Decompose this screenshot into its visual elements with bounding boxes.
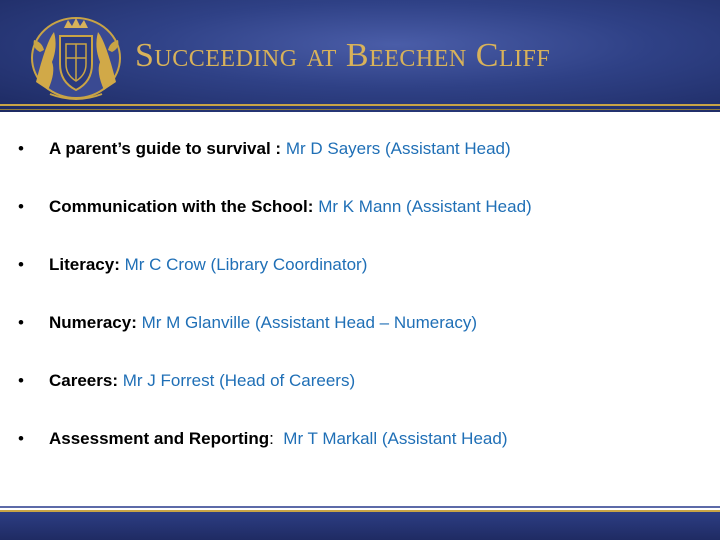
presenter-name: Mr M Glanville (Assistant Head – Numeracy) bbox=[141, 313, 477, 332]
topic-label: Literacy: bbox=[49, 255, 120, 274]
presenter-name: Mr J Forrest (Head of Careers) bbox=[122, 371, 356, 390]
topic-label: Assessment and Reporting bbox=[49, 429, 270, 448]
list-item bbox=[18, 254, 708, 312]
list-item bbox=[18, 138, 708, 196]
presenter-name: Mr D Sayers (Assistant Head) bbox=[285, 139, 511, 158]
bullet-marker: • bbox=[18, 139, 24, 158]
bullet-marker: • bbox=[18, 255, 24, 274]
school-crest-icon bbox=[26, 12, 126, 104]
topic-label: Careers: bbox=[49, 371, 118, 390]
slide-footer bbox=[0, 510, 720, 540]
list-item bbox=[18, 196, 708, 254]
list-item bbox=[18, 312, 708, 370]
header-gold-rule bbox=[0, 104, 720, 106]
bullet-marker: • bbox=[18, 313, 24, 332]
list-item bbox=[18, 428, 708, 486]
topic-label: Numeracy: bbox=[49, 313, 137, 332]
bullet-marker: • bbox=[18, 371, 24, 390]
footer-gold-rule bbox=[0, 510, 720, 512]
bullet-marker: • bbox=[18, 429, 24, 448]
presenter-name: Mr T Markall (Assistant Head) bbox=[283, 429, 508, 448]
speaker-list bbox=[18, 138, 708, 486]
header-shadow-rule bbox=[0, 109, 720, 110]
topic-label: Communication with the School: bbox=[49, 197, 314, 216]
presenter-name: Mr C Crow (Library Coordinator) bbox=[124, 255, 368, 274]
footer-top-rule bbox=[0, 506, 720, 508]
list-item bbox=[18, 370, 708, 428]
page-title: Succeeding at Beechen Cliff bbox=[135, 37, 551, 74]
bullet-marker: • bbox=[18, 197, 24, 216]
presenter-name: Mr K Mann (Assistant Head) bbox=[318, 197, 532, 216]
topic-label: A parent’s guide to survival : bbox=[49, 139, 282, 158]
topic-separator: : bbox=[269, 429, 284, 448]
slide-header bbox=[0, 0, 720, 112]
